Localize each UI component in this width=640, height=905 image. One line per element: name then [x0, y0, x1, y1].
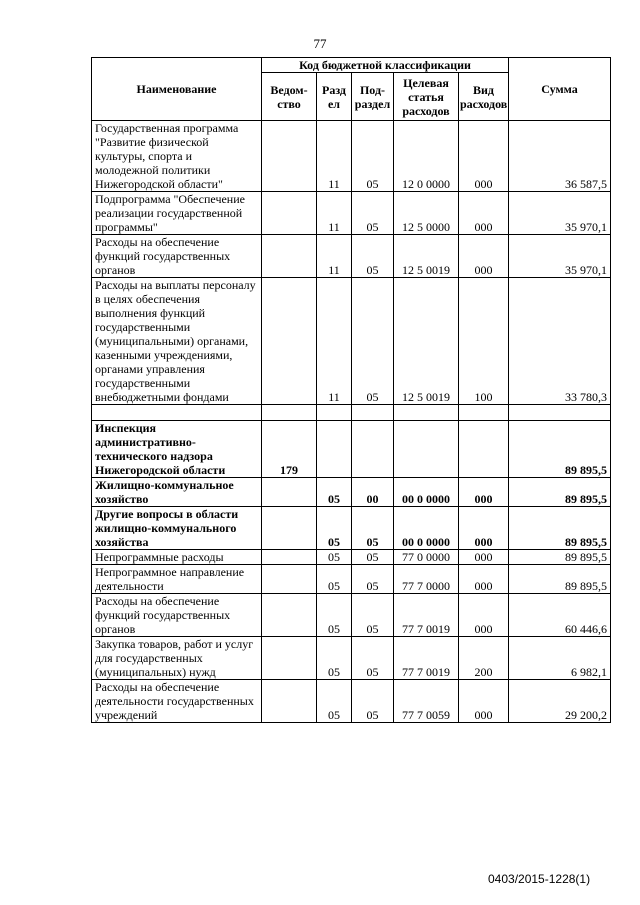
table-row — [92, 192, 611, 235]
row-razdel: 11 — [317, 235, 352, 278]
row-vedomstvo — [262, 594, 317, 637]
row-expense-type — [459, 421, 509, 478]
row-podrazdel: 05 — [352, 507, 394, 550]
row-name: Расходы на выплаты персоналу в целях обеспечения выполнения функций государственными (муниципальными) органами, казенными учреждениями, органами управления государственными внебюджетными фондами — [92, 278, 262, 405]
row-podrazdel: 05 — [352, 565, 394, 594]
row-sum: 6 982,1 — [509, 637, 611, 680]
row-vedomstvo — [262, 478, 317, 507]
row-vedomstvo — [262, 550, 317, 565]
table-row — [92, 637, 611, 680]
row-razdel: 05 — [317, 594, 352, 637]
row-expense-type: 200 — [459, 637, 509, 680]
header-podrazdel: Под-раздел — [352, 73, 394, 121]
row-target-article: 77 7 0059 — [394, 680, 459, 723]
row-vedomstvo: 179 — [262, 421, 317, 478]
row-razdel — [317, 421, 352, 478]
row-podrazdel: 05 — [352, 550, 394, 565]
row-target-article: 77 7 0019 — [394, 637, 459, 680]
row-vedomstvo — [262, 637, 317, 680]
row-podrazdel: 00 — [352, 478, 394, 507]
empty-cell — [317, 405, 352, 421]
row-podrazdel: 05 — [352, 680, 394, 723]
row-vedomstvo — [262, 192, 317, 235]
row-expense-type: 000 — [459, 565, 509, 594]
row-podrazdel: 05 — [352, 192, 394, 235]
header-sum: Сумма — [509, 58, 611, 121]
row-razdel: 05 — [317, 637, 352, 680]
row-razdel: 11 — [317, 121, 352, 192]
row-target-article: 77 7 0019 — [394, 594, 459, 637]
row-sum: 89 895,5 — [509, 507, 611, 550]
row-target-article: 77 7 0000 — [394, 565, 459, 594]
row-expense-type: 100 — [459, 278, 509, 405]
row-sum: 36 587,5 — [509, 121, 611, 192]
row-razdel: 11 — [317, 192, 352, 235]
table-row — [92, 507, 611, 550]
row-target-article: 00 0 0000 — [394, 507, 459, 550]
row-target-article: 12 5 0019 — [394, 278, 459, 405]
table-row — [92, 421, 611, 478]
row-expense-type: 000 — [459, 192, 509, 235]
row-target-article: 77 0 0000 — [394, 550, 459, 565]
row-vedomstvo — [262, 680, 317, 723]
row-sum: 33 780,3 — [509, 278, 611, 405]
row-target-article: 12 5 0019 — [394, 235, 459, 278]
row-sum: 89 895,5 — [509, 550, 611, 565]
row-sum: 35 970,1 — [509, 235, 611, 278]
empty-cell — [92, 405, 262, 421]
table-row — [92, 478, 611, 507]
row-vedomstvo — [262, 507, 317, 550]
row-name: Другие вопросы в области жилищно-коммунального хозяйства — [92, 507, 262, 550]
document-code: 0403/2015-1228(1) — [488, 872, 591, 886]
row-podrazdel — [352, 421, 394, 478]
table-body — [92, 121, 611, 723]
table-row — [92, 121, 611, 192]
row-vedomstvo — [262, 235, 317, 278]
row-sum: 60 446,6 — [509, 594, 611, 637]
row-target-article: 12 5 0000 — [394, 192, 459, 235]
row-target-article: 00 0 0000 — [394, 478, 459, 507]
header-expense-type: Вид расходов — [459, 73, 509, 121]
header-name: Наименование — [92, 58, 262, 121]
row-name: Инспекция административно-технического надзора Нижегородской области — [92, 421, 262, 478]
header-vedomstvo: Ведом-ство — [262, 73, 317, 121]
empty-cell — [394, 405, 459, 421]
row-expense-type: 000 — [459, 507, 509, 550]
header-classification-code: Код бюджетной классификации — [262, 58, 509, 73]
row-expense-type: 000 — [459, 550, 509, 565]
row-razdel: 05 — [317, 478, 352, 507]
row-vedomstvo — [262, 278, 317, 405]
row-podrazdel: 05 — [352, 121, 394, 192]
empty-cell — [262, 405, 317, 421]
table-row — [92, 565, 611, 594]
row-name: Расходы на обеспечение функций государственных органов — [92, 594, 262, 637]
row-podrazdel: 05 — [352, 637, 394, 680]
header-razdel: Разд ел — [317, 73, 352, 121]
row-expense-type: 000 — [459, 478, 509, 507]
header-target-article: Целевая статья расходов — [394, 73, 459, 121]
row-podrazdel: 05 — [352, 278, 394, 405]
row-expense-type: 000 — [459, 235, 509, 278]
row-podrazdel: 05 — [352, 594, 394, 637]
row-name: Расходы на обеспечение деятельности государственных учреждений — [92, 680, 262, 723]
row-name: Непрограммные расходы — [92, 550, 262, 565]
row-razdel: 05 — [317, 507, 352, 550]
budget-table — [91, 57, 611, 723]
row-sum: 89 895,5 — [509, 478, 611, 507]
row-name: Расходы на обеспечение функций государственных органов — [92, 235, 262, 278]
row-expense-type: 000 — [459, 121, 509, 192]
row-target-article — [394, 421, 459, 478]
row-sum: 35 970,1 — [509, 192, 611, 235]
row-sum: 89 895,5 — [509, 421, 611, 478]
row-vedomstvo — [262, 121, 317, 192]
row-expense-type: 000 — [459, 594, 509, 637]
empty-cell — [352, 405, 394, 421]
row-razdel: 11 — [317, 278, 352, 405]
row-razdel: 05 — [317, 565, 352, 594]
table-row — [92, 680, 611, 723]
row-name: Государственная программа "Развитие физической культуры, спорта и молодежной политики Нижегородской области" — [92, 121, 262, 192]
row-name: Непрограммное направление деятельности — [92, 565, 262, 594]
row-sum: 89 895,5 — [509, 565, 611, 594]
row-sum: 29 200,2 — [509, 680, 611, 723]
row-podrazdel: 05 — [352, 235, 394, 278]
row-name: Закупка товаров, работ и услуг для государственных (муниципальных) нужд — [92, 637, 262, 680]
row-vedomstvo — [262, 565, 317, 594]
empty-cell — [509, 405, 611, 421]
row-razdel: 05 — [317, 550, 352, 565]
row-expense-type: 000 — [459, 680, 509, 723]
row-razdel: 05 — [317, 680, 352, 723]
table-row — [92, 594, 611, 637]
empty-cell — [459, 405, 509, 421]
table-row — [92, 550, 611, 565]
table-row — [92, 235, 611, 278]
row-name: Подпрограмма "Обеспечение реализации государственной программы" — [92, 192, 262, 235]
spacer-row — [92, 405, 611, 421]
row-target-article: 12 0 0000 — [394, 121, 459, 192]
table-row — [92, 278, 611, 405]
page-number: 77 — [313, 36, 327, 51]
row-name: Жилищно-коммунальное хозяйство — [92, 478, 262, 507]
